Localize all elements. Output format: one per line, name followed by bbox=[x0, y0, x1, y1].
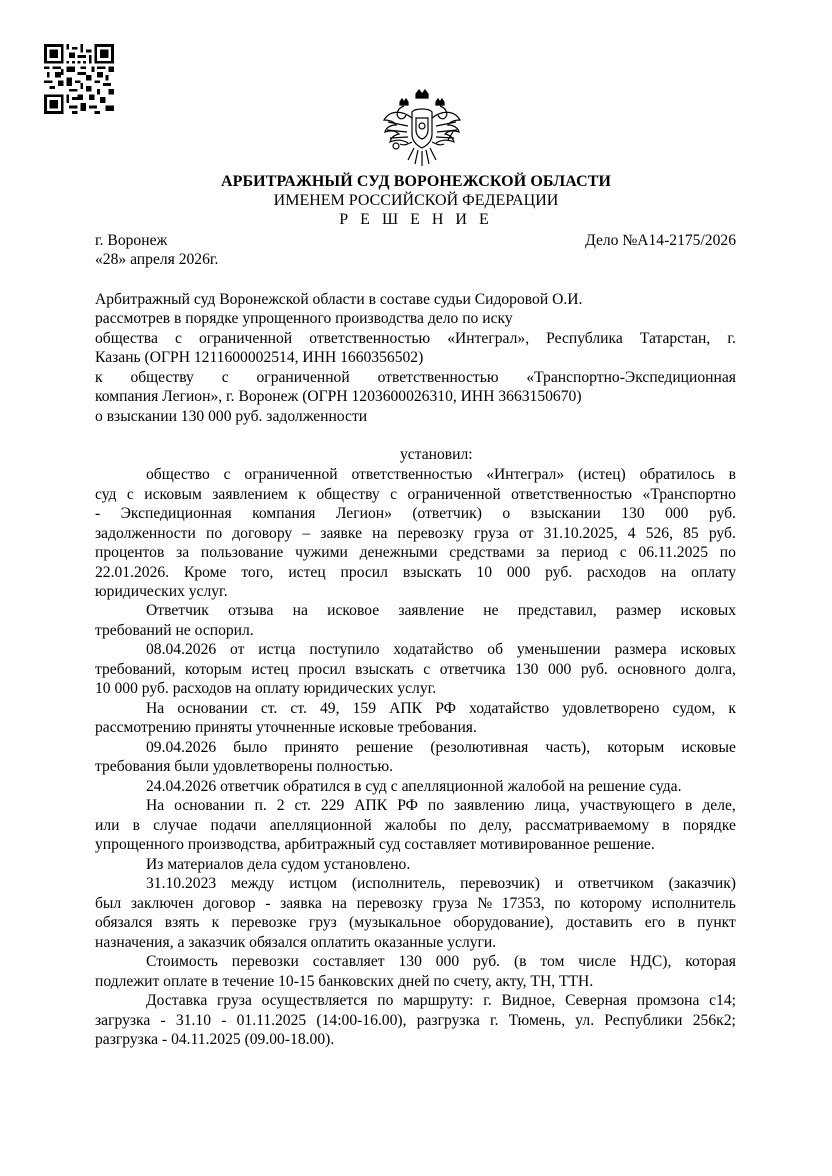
body-line: обязался взять к перевозке груз (музыкальное оборудование), доставить его в пункт bbox=[95, 914, 736, 931]
body-line: упрощенного производства, арбитражный суд составляет мотивированное решение. bbox=[95, 836, 655, 853]
body-line: загрузка - 31.10 - 01.11.2025 (14:00-16.00), разгрузка г. Тюмень, ул. Республики 256к2; bbox=[95, 1012, 736, 1029]
body-line: или в случае подачи апелляционной жалобы по делу, рассматриваемому в порядке bbox=[95, 817, 736, 834]
body-line: - Экспедиционная компания Легион» (ответчик) о взыскании 130 000 руб. bbox=[95, 505, 736, 522]
body-line: 10 000 руб. расходов на оплату юридических услуг. bbox=[95, 680, 437, 697]
in-the-name-line: ИМЕНЕМ РОССИЙСКОЙ ФЕДЕРАЦИИ bbox=[273, 192, 559, 209]
body-line: На основании ст. ст. 49, 159 АПК РФ ходатайство удовлетворено судом, к bbox=[146, 700, 736, 717]
body-line: На основании п. 2 ст. 229 АПК РФ по заявлению лица, участвующего в деле, bbox=[146, 797, 736, 814]
section-established: установил: bbox=[400, 446, 473, 463]
body-line: был заключен договор - заявка на перевозку груза № 17353, по которому исполнитель bbox=[95, 895, 736, 912]
body-line: требования были удовлетворены полностью. bbox=[95, 758, 394, 775]
body-line: 22.01.2026. Кроме того, истец просил взыскать 10 000 руб. расходов на оплату bbox=[95, 564, 736, 581]
body-line: суд с исковым заявлением к обществу с ограниченной ответственностью «Транспортно bbox=[95, 486, 736, 503]
body-line: 24.04.2026 ответчик обратился в суд с апелляционной жалобой на решение суда. bbox=[146, 778, 682, 795]
body-line: к обществу с ограниченной ответственностью «Транспортно-Экспедиционная bbox=[95, 369, 736, 386]
body-line: требований, которым истец просил взыскать с ответчика 130 000 руб. основного долга, bbox=[95, 661, 736, 678]
body-line: о взыскании 130 000 руб. задолженности bbox=[95, 408, 368, 425]
body-line: 08.04.2026 от истца поступило ходатайство об уменьшении размера исковых bbox=[146, 641, 736, 658]
body-line: Ответчик отзыва на исковое заявление не представил, размер исковых bbox=[146, 602, 736, 619]
body-line: процентов за пользование чужими денежными средствами за период с 06.11.2025 по bbox=[95, 544, 736, 561]
body-line: разгрузка - 04.11.2025 (09.00-18.00). bbox=[95, 1031, 335, 1048]
body-line: назначения, а заказчик обязался оплатить оказанные услуги. bbox=[95, 934, 497, 951]
body-line: общества с ограниченной ответственностью «Интеграл», Республика Татарстан, г. bbox=[95, 330, 736, 347]
document-type-title: Р Е Ш Е Н И Е bbox=[339, 211, 493, 228]
qr-code-icon bbox=[44, 44, 114, 114]
body-line: общество с ограниченной ответственностью «Интеграл» (истец) обратилось в bbox=[146, 466, 736, 483]
body-line: рассмотрев в порядке упрощенного производства дело по иску bbox=[95, 310, 513, 327]
body-line: 31.10.2023 между истцом (исполнитель, перевозчик) и ответчиком (заказчик) bbox=[146, 875, 736, 892]
body-line: задолженности по договору – заявке на перевозку груза от 31.10.2025, 4 526, 85 руб. bbox=[95, 525, 736, 542]
decision-date: «28» апреля 2026г. bbox=[95, 251, 219, 268]
body-line: Арбитражный суд Воронежской области в составе судьи Сидоровой О.И. bbox=[95, 291, 583, 308]
case-number: Дело №А14-2175/2026 bbox=[585, 232, 736, 249]
body-line: 09.04.2026 было принято решение (резолютивная часть), которым исковые bbox=[146, 739, 736, 756]
body-line: Из материалов дела судом установлено. bbox=[146, 856, 411, 873]
city-label: г. Воронеж bbox=[95, 232, 168, 249]
body-line: Стоимость перевозки составляет 130 000 руб. (в том числе НДС), которая bbox=[146, 953, 736, 970]
body-line: юридических услуг. bbox=[95, 583, 228, 600]
court-name: АРБИТРАЖНЫЙ СУД ВОРОНЕЖСКОЙ ОБЛАСТИ bbox=[220, 173, 612, 190]
coat-of-arms-emblem bbox=[382, 88, 462, 170]
body-line: требований не оспорил. bbox=[95, 622, 254, 639]
body-line: Казань (ОГРН 1211600002514, ИНН 1660356502) bbox=[95, 349, 424, 366]
body-line: подлежит оплате в течение 10-15 банковских дней по счету, акту, ТН, ТТН. bbox=[95, 973, 594, 990]
body-line: Доставка груза осуществляется по маршруту: г. Видное, Северная промзона с14; bbox=[146, 992, 736, 1009]
body-line: рассмотрению приняты уточненные исковые требования. bbox=[95, 719, 477, 736]
body-line: компания Легион», г. Воронеж (ОГРН 1203600026310, ИНН 3663150670) bbox=[95, 388, 582, 405]
